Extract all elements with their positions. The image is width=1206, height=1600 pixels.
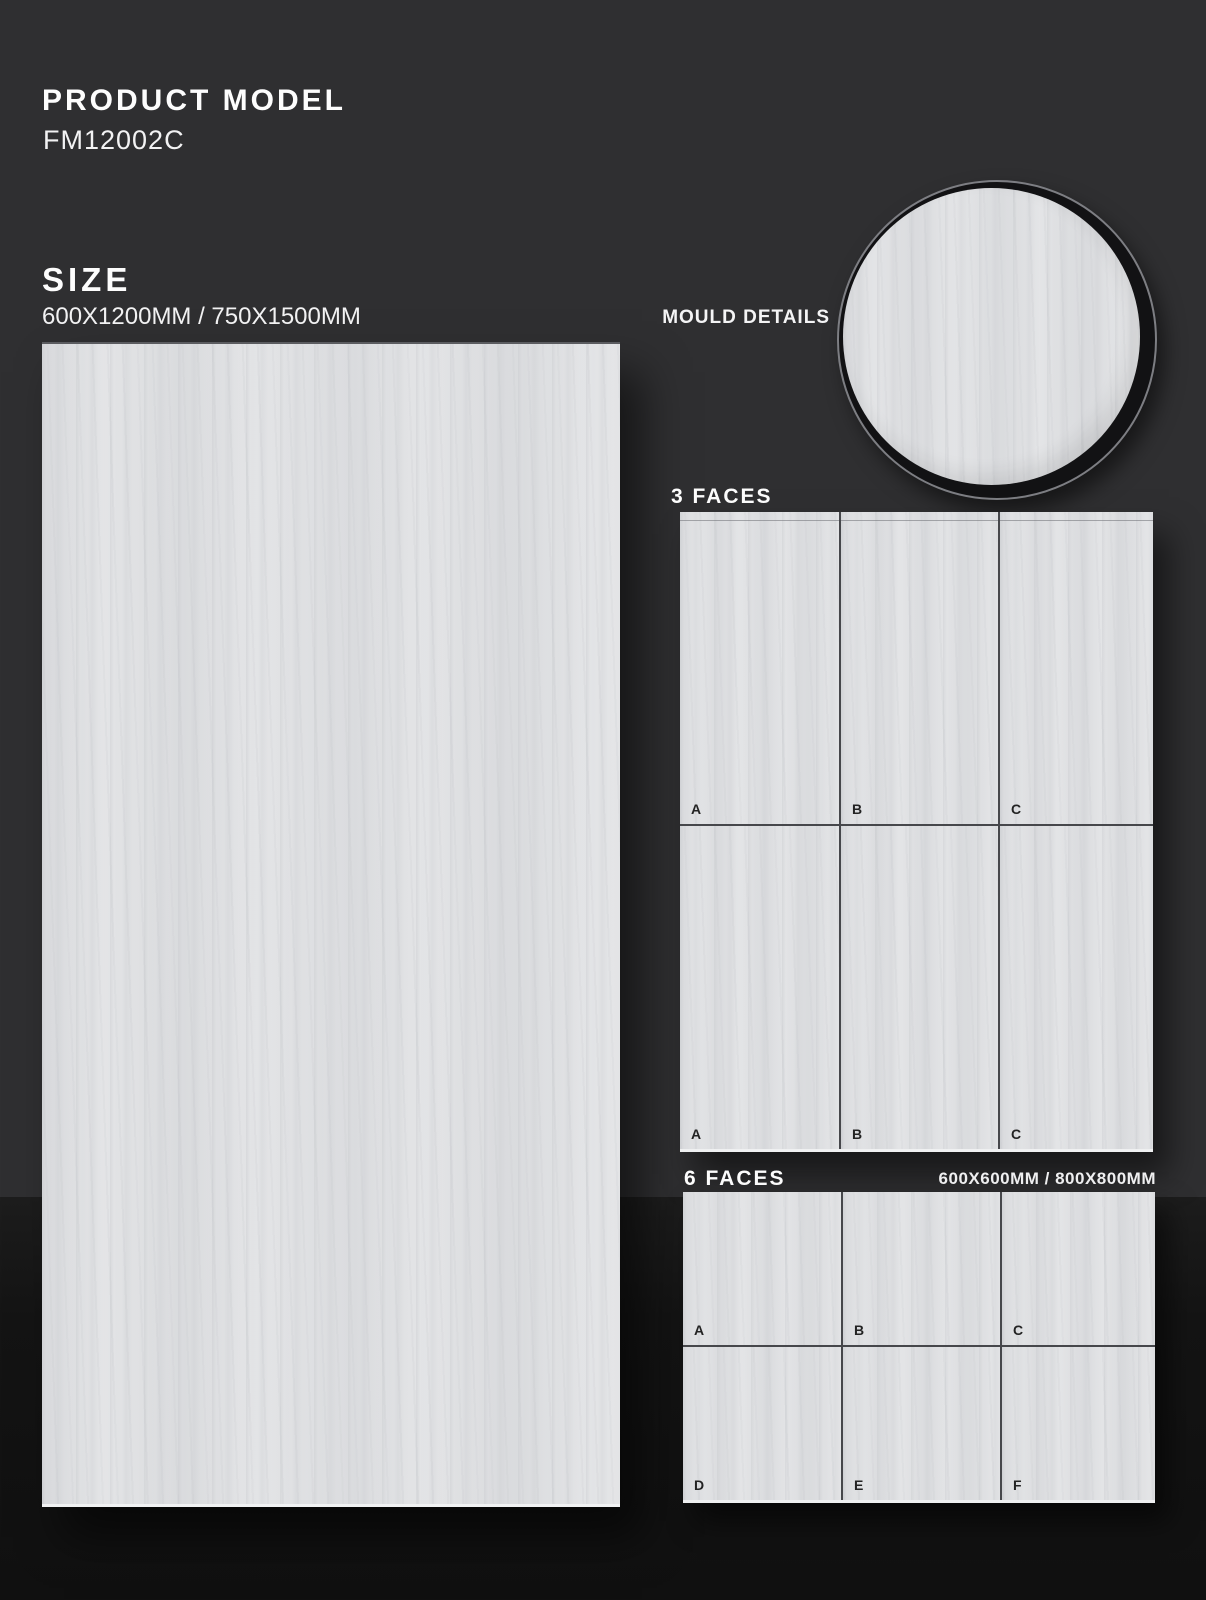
faces6-heading: 6 FACES <box>684 1167 786 1190</box>
mould-detail-circle <box>843 188 1140 485</box>
face-tile <box>680 512 839 824</box>
face-label: A <box>691 1126 702 1142</box>
face-label: E <box>854 1477 864 1493</box>
face-tile <box>1000 826 1153 1149</box>
face-tile <box>1002 1347 1155 1500</box>
faces3-heading: 3 FACES <box>671 485 773 508</box>
face-tile <box>1000 512 1153 824</box>
product-model-heading: PRODUCT MODEL <box>42 84 346 117</box>
face-tile <box>1002 1192 1155 1345</box>
size-heading: SIZE <box>42 261 132 298</box>
faces6-grid <box>683 1192 1155 1503</box>
face-tile <box>843 1347 1000 1500</box>
face-tile <box>841 512 998 824</box>
face-label: C <box>1011 1126 1022 1142</box>
face-label: B <box>852 1126 863 1142</box>
mould-details-label: MOULD DETAILS <box>662 307 830 328</box>
face-label: C <box>1013 1322 1024 1338</box>
face-label: C <box>1011 801 1022 817</box>
main-tile-image <box>42 342 620 1507</box>
face-label: B <box>854 1322 865 1338</box>
face-label: A <box>694 1322 705 1338</box>
face-tile <box>841 826 998 1149</box>
face-label: B <box>852 801 863 817</box>
faces3-grid <box>680 512 1153 1152</box>
size-value: 600X1200MM / 750X1500MM <box>42 303 361 330</box>
face-tile <box>683 1347 841 1500</box>
face-tile <box>843 1192 1000 1345</box>
face-tile <box>680 826 839 1149</box>
product-model-value: FM12002C <box>43 125 185 155</box>
face-tile <box>683 1192 841 1345</box>
face-label: D <box>694 1477 705 1493</box>
face-label: A <box>691 801 702 817</box>
faces6-size-note: 600X600MM / 800X800MM <box>938 1169 1156 1188</box>
face-label: F <box>1013 1477 1023 1493</box>
